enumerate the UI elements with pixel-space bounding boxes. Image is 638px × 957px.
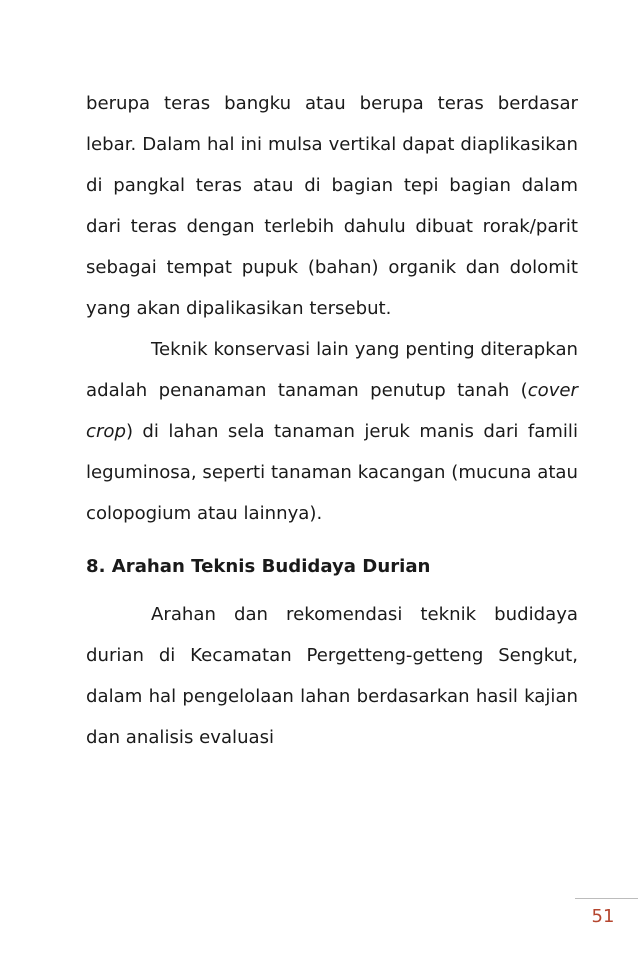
section-heading: 8. Arahan Teknis Budidaya Durian: [86, 556, 431, 577]
body-text: [86, 83, 578, 758]
paragraph-2: [86, 329, 578, 534]
paragraph-2-text-end: ) di lahan sela tanaman jeruk manis dari famili leguminosa, seperti tanaman kacangan (mucuna atau colopogium atau lainnya).: [86, 421, 578, 524]
paragraph-3: Arahan dan rekomendasi teknik budidaya durian di Kecamatan Pergetteng-getteng Sengkut, dalam hal pengelolaan lahan berdasarkan hasil kajian dan analisis evaluasi: [86, 604, 578, 748]
italic-term-cover-crop: cover crop: [86, 380, 578, 442]
footer-divider: [575, 898, 638, 899]
paragraph-2-text-start: Teknik konservasi lain yang penting diterapkan adalah penanaman tanaman penutup tanah (: [86, 339, 578, 401]
page-number: 51: [591, 906, 615, 927]
paragraph-1: berupa teras bangku atau berupa teras berdasar lebar. Dalam hal ini mulsa vertikal dapat diaplikasikan di pangkal teras atau di bagian tepi bagian dalam dari teras dengan terlebih dahulu dibuat rorak/parit sebagai tempat pupuk (bahan) organik dan dolomit yang akan dipalikasikan tersebut.: [86, 93, 578, 319]
